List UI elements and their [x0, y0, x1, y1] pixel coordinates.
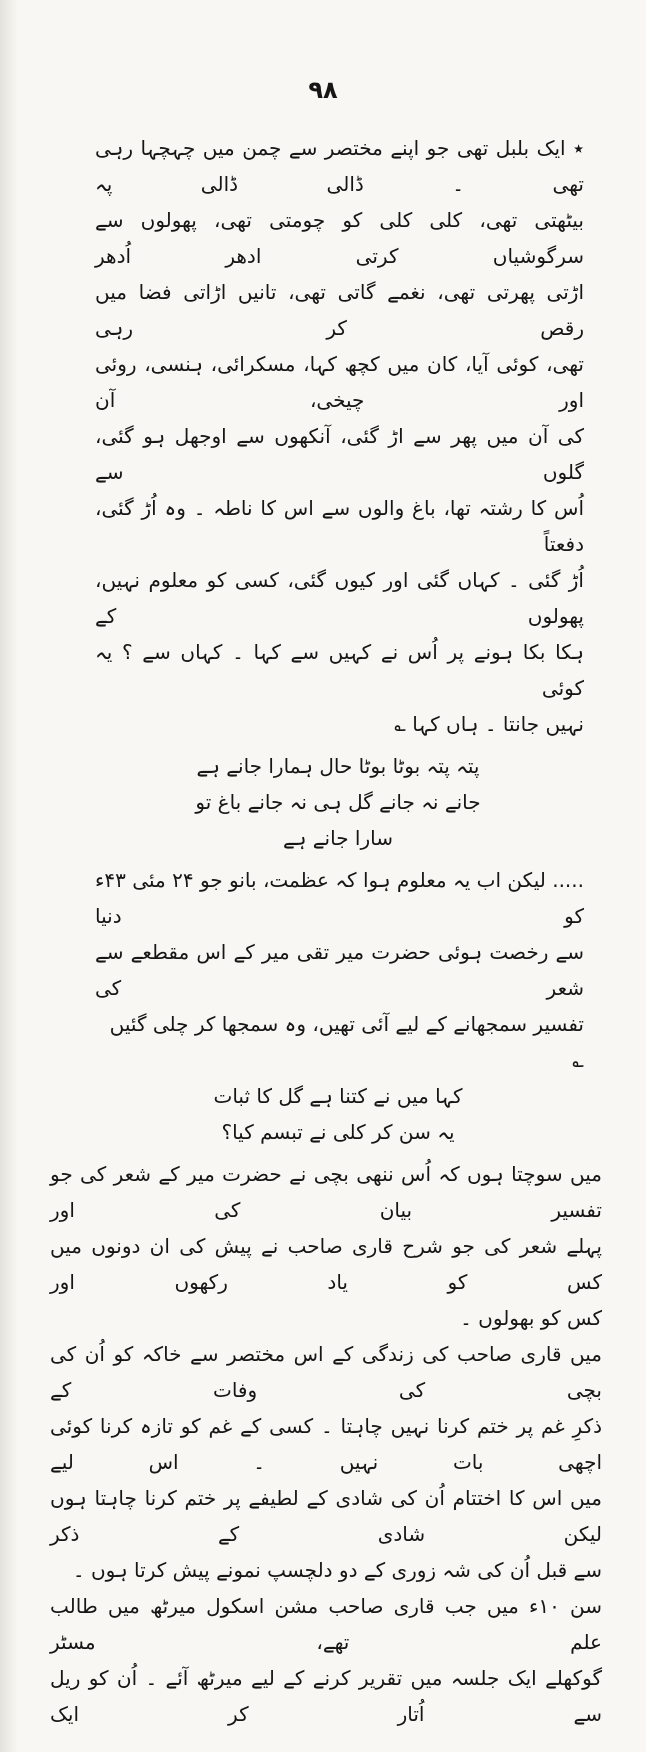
page-number: ۹۸ [308, 76, 338, 104]
verse-couplet-1 [180, 748, 496, 856]
verse-line: جانے نہ جانے گل ہی نہ جانے باغ تو سارا جانے ہے [195, 790, 481, 850]
paragraph-gokhale [50, 1588, 602, 1732]
paragraph-qari-sahib [50, 1336, 602, 1588]
text-line: ٭ ایک بلبل تھی جو اپنے مختصر سے چمن میں چہچہا رہی تھی ۔ ڈالی ڈالی پہ [95, 136, 584, 196]
text-line: پہلے شعر کی جو شرح قاری صاحب نے پیش کی ان دونوں میں کس کو یاد رکھوں اور [50, 1234, 602, 1294]
text-line: تھی، کوئی آیا، کان میں کچھ کہا، مسکرائی، ہنسی، روئی اور چیخی، آن [95, 352, 584, 412]
text-line: اڑتی پھرتی تھی، نغمے گاتی تھی، تانیں اڑاتی فضا میں رقص کر رہی [95, 280, 584, 340]
text-line: میں اس کا اختتام اُن کی شادی کے لطیفے پر ختم کرنا چاہتا ہوں لیکن شادی کے ذکر [50, 1486, 602, 1546]
text-line: گوکھلے ایک جلسہ میں تقریر کرنے کے لیے میرٹھ آئے ۔ اُن کو ریل سے اُتار کر ایک [50, 1666, 602, 1726]
text-line: ..... لیکن اب یہ معلوم ہوا کہ عظمت، بانو جو ۲۴ مئی ۴۳ء کو دنیا [95, 868, 584, 928]
paragraph-bulbul [95, 130, 584, 742]
text-line: ذکرِ غم پر ختم کرنا نہیں چاہتا ۔ کسی کے غم کو تازہ کرنا کوئی اچھی بات نہیں ۔ اس لیے [50, 1414, 602, 1474]
text-line: کی آن میں پھر سے اڑ گئی، آنکھوں سے اوجھل ہو گئی، گلوں سے [95, 424, 584, 484]
text-line: میں قاری صاحب کی زندگی کے اس مختصر سے خاکہ کو اُن کی بچی کی وفات کے [50, 1342, 602, 1402]
verse-couplet-2 [180, 1078, 496, 1150]
text-line: سے رخصت ہوئی حضرت میر تقی میر کے اس مقطعے سے شعر کی [95, 940, 584, 1000]
text-line: کس کو بھولوں ۔ [460, 1306, 602, 1330]
text-line: سے قبل اُن کی شہ زوری کے دو دلچسپ نمونے پیش کرتا ہوں ۔ [72, 1558, 602, 1582]
text-line: تفسیر سمجھانے کے لیے آئی تھیں، وہ سمجھا کر چلی گئیں ؎ [109, 1012, 584, 1072]
text-line: میں سوچتا ہوں کہ اُس ننھی بچی نے حضرت میر کے شعر کی جو تفسیر بیان کی اور [50, 1162, 602, 1222]
text-line: اُڑ گئی ۔ کہاں گئی اور کیوں گئی، کسی کو معلوم نہیں، پھولوں کے [95, 568, 584, 628]
text-line: بیٹھتی تھی، کلی کلی کو چومتی تھی، پھولوں سے سرگوشیاں کرتی ادھر اُدھر [95, 208, 584, 268]
text-line: سن ۱۰ء میں جب قاری صاحب مشن اسکول میرٹھ میں طالب علم تھے، مسٹر [50, 1594, 602, 1654]
text-line: اُس کا رشتہ تھا، باغ والوں سے اس کا ناطہ ۔ وہ اُڑ گئی، دفعتاً [95, 496, 584, 556]
verse-line: یہ سن کر کلی نے تبسم کیا؟ [221, 1120, 455, 1144]
verse-line: کہا میں نے کتنا ہے گل کا ثبات [213, 1084, 463, 1108]
text-line: نہیں جانتا ۔ ہاں کہا ؎ [394, 712, 584, 736]
paragraph-azmat [95, 862, 584, 1078]
verse-line: پتہ پتہ بوٹا بوٹا حال ہمارا جانے ہے [196, 754, 480, 778]
text-line: ہکا بکا ہونے پر اُس نے کہیں سے کہا ۔ کہاں سے ؟ یہ کوئی [95, 640, 584, 700]
paragraph-reflection [50, 1156, 602, 1336]
